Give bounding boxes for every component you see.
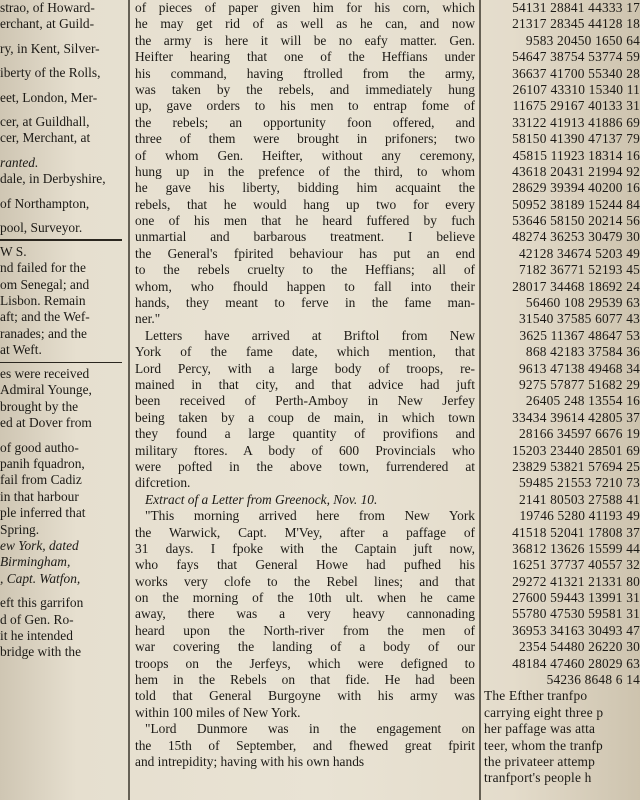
- left-column-line: aft; and the Wef-: [0, 309, 90, 325]
- middle-column-line: his command, having ftrolled from the army,: [135, 65, 475, 81]
- middle-column-line: the 15th of September, and fhewed great fpirit: [135, 737, 475, 753]
- right-column-line: 56460 108 29539 63: [525, 295, 640, 311]
- middle-column-line: Lord Percy, with a large body of troops, re-: [135, 360, 475, 376]
- middle-column-line: and intrepidity; having with his own hands: [135, 753, 365, 769]
- left-column-line: iberty of the Rolls,: [0, 65, 101, 81]
- right-column-line: 45815 11923 18314 16: [512, 147, 640, 163]
- right-column-line: 31540 37585 6077 43: [519, 311, 640, 327]
- right-column-line: 23829 53821 57694 25: [512, 458, 640, 474]
- left-column-line: of Northampton,: [0, 195, 90, 211]
- middle-column-line: told that General Burgoyne with his army was: [135, 688, 475, 704]
- right-column-line: 2354 54480 26220 30: [519, 639, 640, 655]
- middle-column-line: Extract of a Letter from Greenock, Nov. 10.: [145, 491, 378, 507]
- left-column-line: ew York, dated: [0, 537, 79, 553]
- right-column-line: 43618 20431 21994 92: [512, 163, 640, 179]
- left-column-line: cer, at Guildhall,: [0, 113, 90, 129]
- middle-column-line: works very clofe to the Rebel lines; and that: [135, 573, 475, 589]
- right-column-line: her paffage was atta: [484, 721, 596, 737]
- middle-column-line: within 100 miles of New York.: [135, 704, 301, 720]
- middle-column-line: "Lord Dunmore was in the engagement on: [145, 721, 475, 737]
- left-column-line: ranted.: [0, 154, 39, 170]
- left-column-line: [0, 147, 122, 155]
- left-column: [0, 0, 122, 800]
- middle-column-line: heard upon the North-river from the men of: [135, 622, 475, 638]
- middle-column-line: hands, they meant to ferve in the fame man-: [135, 295, 475, 311]
- left-column-line: pool, Surveyor.: [0, 219, 83, 235]
- left-column-line: [0, 57, 122, 65]
- left-column-line: in that harbour: [0, 488, 79, 504]
- middle-column-line: troops on the Jerfeys, which were defigned to: [135, 655, 475, 671]
- right-column-line: 16251 37737 40557 32: [512, 557, 640, 573]
- left-column-line: [0, 188, 122, 196]
- right-column-line: 27600 59443 13991 31: [512, 590, 640, 606]
- right-column-line: 41518 52041 17808 37: [512, 524, 640, 540]
- left-column-line: [0, 212, 122, 220]
- left-column-line: ranades; and the: [0, 325, 87, 341]
- right-column-line: 29272 41321 21331 80: [512, 573, 640, 589]
- right-column-line: teer, whom the tranfp: [484, 737, 603, 753]
- right-column-line: 3625 11367 48647 53: [519, 327, 640, 343]
- right-column-line: 2141 80503 27588 41: [519, 491, 640, 507]
- right-column-line: the privateer attemp: [484, 753, 596, 769]
- right-column-line: 9275 57877 51682 29: [519, 376, 640, 392]
- right-column-line: 48274 36253 30479 30: [512, 229, 640, 245]
- left-column-line: eft this garrifon: [0, 595, 84, 611]
- right-column-line: 54236 8648 6 14: [546, 672, 640, 688]
- right-column-line: 50952 38189 15244 84: [512, 196, 640, 212]
- right-column-line: 36953 34163 30493 47: [512, 622, 640, 638]
- right-column-line: 7182 36771 52193 45: [519, 262, 640, 278]
- middle-column-line: away, there was a very heavy cannonading: [135, 606, 475, 622]
- left-column-line: [0, 33, 122, 41]
- left-column-line: eet, London, Mer-: [0, 89, 98, 105]
- middle-column-line: to the rebels cruelty to the Heffians; all of: [135, 262, 475, 278]
- right-column-line: 28017 34468 18692 24: [512, 278, 640, 294]
- column-rule-left: [128, 0, 130, 800]
- left-column-line: , Capt. Watfon,: [0, 570, 81, 586]
- left-column-line: ple inferred that: [0, 505, 86, 521]
- left-column-line: Spring.: [0, 521, 40, 537]
- middle-column-line: of pieces of paper given him for his corn, which: [135, 0, 475, 15]
- middle-column-line: ner.": [135, 311, 161, 327]
- right-column-line: 53646 58150 20214 56: [512, 213, 640, 229]
- section-divider: [0, 362, 122, 364]
- right-column-line: 33122 41913 41886 69: [512, 114, 640, 130]
- left-column-line: es were received: [0, 366, 90, 382]
- middle-column-line: being taken by a coup de main, in which town: [135, 409, 475, 425]
- right-column-line: 59485 21553 7210 73: [519, 475, 640, 491]
- right-column: [484, 0, 640, 800]
- right-column-line: 36637 41700 55340 28: [512, 65, 640, 81]
- middle-column: [135, 0, 475, 800]
- middle-column-line: military ftores. A body of 600 Provincials who: [135, 442, 475, 458]
- left-column-line: bridge with the: [0, 644, 82, 660]
- left-column-line: at Weft.: [0, 342, 42, 358]
- left-column-line: Lisbon. Remain: [0, 292, 86, 308]
- left-column-line: ed at Dover from: [0, 415, 92, 431]
- middle-column-line: rebels, that he would hang up two for every: [135, 196, 475, 212]
- right-column-line: 54131 28841 44333 17: [512, 0, 640, 15]
- right-column-line: 9583 20450 1650 64: [525, 32, 640, 48]
- middle-column-line: one of his men that he heard fuffered by fuch: [135, 213, 475, 229]
- right-column-line: 9613 47138 49468 34: [519, 360, 640, 376]
- middle-column-line: war covering the landing of a body of our: [135, 639, 475, 655]
- right-column-line: 11675 29167 40133 31: [512, 98, 640, 114]
- middle-column-line: three of them were brought in prifoners; two: [135, 131, 475, 147]
- left-column-line: [0, 82, 122, 90]
- middle-column-line: were pofted in the above town, furrendered at: [135, 458, 475, 474]
- middle-column-line: who fays that General Howe had pufhed his: [135, 557, 475, 573]
- middle-column-line: Heifter hearing that one of the Heffians under: [135, 49, 475, 65]
- section-divider: [0, 239, 122, 241]
- right-column-line: 33434 39614 42805 37: [512, 409, 640, 425]
- left-column-line: brought by the: [0, 398, 79, 414]
- right-column-line: 21317 28345 44128 18: [512, 16, 640, 32]
- middle-column-line: he may get rid of as well as he can, and now: [135, 16, 475, 32]
- left-column-line: erchant, at Guild-: [0, 16, 95, 32]
- right-column-line: 26107 43310 15340 11: [512, 81, 640, 97]
- middle-column-line: York of the fame date, which mention, that: [135, 344, 475, 360]
- right-column-line: 15203 23440 28501 69: [512, 442, 640, 458]
- left-column-line: ry, in Kent, Silver-: [0, 40, 100, 56]
- left-column-line: fail from Cadiz: [0, 472, 82, 488]
- left-column-line: nd failed for the: [0, 260, 86, 276]
- left-column-line: d of Gen. Ro-: [0, 611, 74, 627]
- right-column-line: tranfport's people h: [484, 770, 592, 786]
- middle-column-line: Letters have arrived at Briftol from New: [145, 327, 475, 343]
- right-column-line: 19746 5280 41193 49: [519, 508, 640, 524]
- middle-column-line: he gave his liberty, bidding him acquaint the: [135, 180, 475, 196]
- middle-column-line: hem in the Rebels on that fide. He had been: [135, 672, 475, 688]
- middle-column-line: unmartial and barbarous treatment. I believe: [135, 229, 475, 245]
- right-column-line: 42128 34674 5203 49: [519, 245, 640, 261]
- middle-column-line: of whom Gen. Heifter, without any ceremony,: [135, 147, 475, 163]
- column-rule-right: [479, 0, 481, 800]
- left-column-line: panih fquadron,: [0, 455, 85, 471]
- right-column-line: 28166 34597 6676 19: [519, 426, 640, 442]
- left-column-line: Admiral Younge,: [0, 382, 92, 398]
- right-column-line: 36812 13626 15599 44: [512, 540, 640, 556]
- middle-column-line: 31 days. I fpoke with the Captain juft now,: [135, 540, 475, 556]
- middle-column-line: difcretion.: [135, 475, 191, 491]
- left-column-line: strao, of Howard-: [0, 0, 95, 15]
- right-column-line: 55780 47530 59581 31: [512, 606, 640, 622]
- middle-column-line: the army is here it will be no eafy matter. Gen.: [135, 32, 475, 48]
- middle-column-line: the Warwick, Capt. M'Vey, after a paffage of: [135, 524, 475, 540]
- left-column-line: dale, in Derbyshire,: [0, 171, 106, 187]
- middle-column-line: up, gave orders to his men to entrap fome of: [135, 98, 475, 114]
- right-column-line: carrying eight three p: [484, 704, 604, 720]
- left-column-line: of good autho-: [0, 439, 79, 455]
- middle-column-line: they found a large quantity of provifions and: [135, 426, 475, 442]
- right-column-line: 48184 47460 28029 63: [512, 655, 640, 671]
- middle-column-line: the General's fpirited behaviour has put an end: [135, 245, 475, 261]
- middle-column-line: "This morning arrived here from New York: [145, 508, 475, 524]
- middle-column-line: mained in that city, and that advice had juft: [135, 376, 475, 392]
- left-column-line: om Senegal; and: [0, 276, 90, 292]
- right-column-line: 58150 41390 47137 79: [512, 131, 640, 147]
- left-column-line: cer, Merchant, at: [0, 130, 91, 146]
- right-column-line: 54647 38754 53774 59: [512, 49, 640, 65]
- left-column-line: W S.: [0, 243, 27, 259]
- right-column-line: The Efther tranfpo: [484, 688, 588, 704]
- left-column-line: [0, 432, 122, 440]
- middle-column-line: whom, who fhould happen to fall into their: [135, 278, 475, 294]
- left-column-line: [0, 106, 122, 114]
- middle-column-line: was taken by the rebels, and immediately hung: [135, 81, 475, 97]
- left-column-line: it he intended: [0, 627, 73, 643]
- middle-column-line: been received of Perth-Amboy in New Jerfey: [135, 393, 475, 409]
- left-column-line: Birmingham,: [0, 554, 71, 570]
- right-column-line: 26405 248 13554 16: [525, 393, 640, 409]
- middle-column-line: the rebels; an opportunity foon offered, and: [135, 114, 475, 130]
- right-column-line: 868 42183 37584 36: [525, 344, 640, 360]
- left-column-line: [0, 587, 122, 595]
- middle-column-line: hung up in the prefence of the third, to whom: [135, 163, 475, 179]
- middle-column-line: on the morning of the 10th ult. when he came: [135, 590, 475, 606]
- right-column-line: 28629 39394 40200 16: [512, 180, 640, 196]
